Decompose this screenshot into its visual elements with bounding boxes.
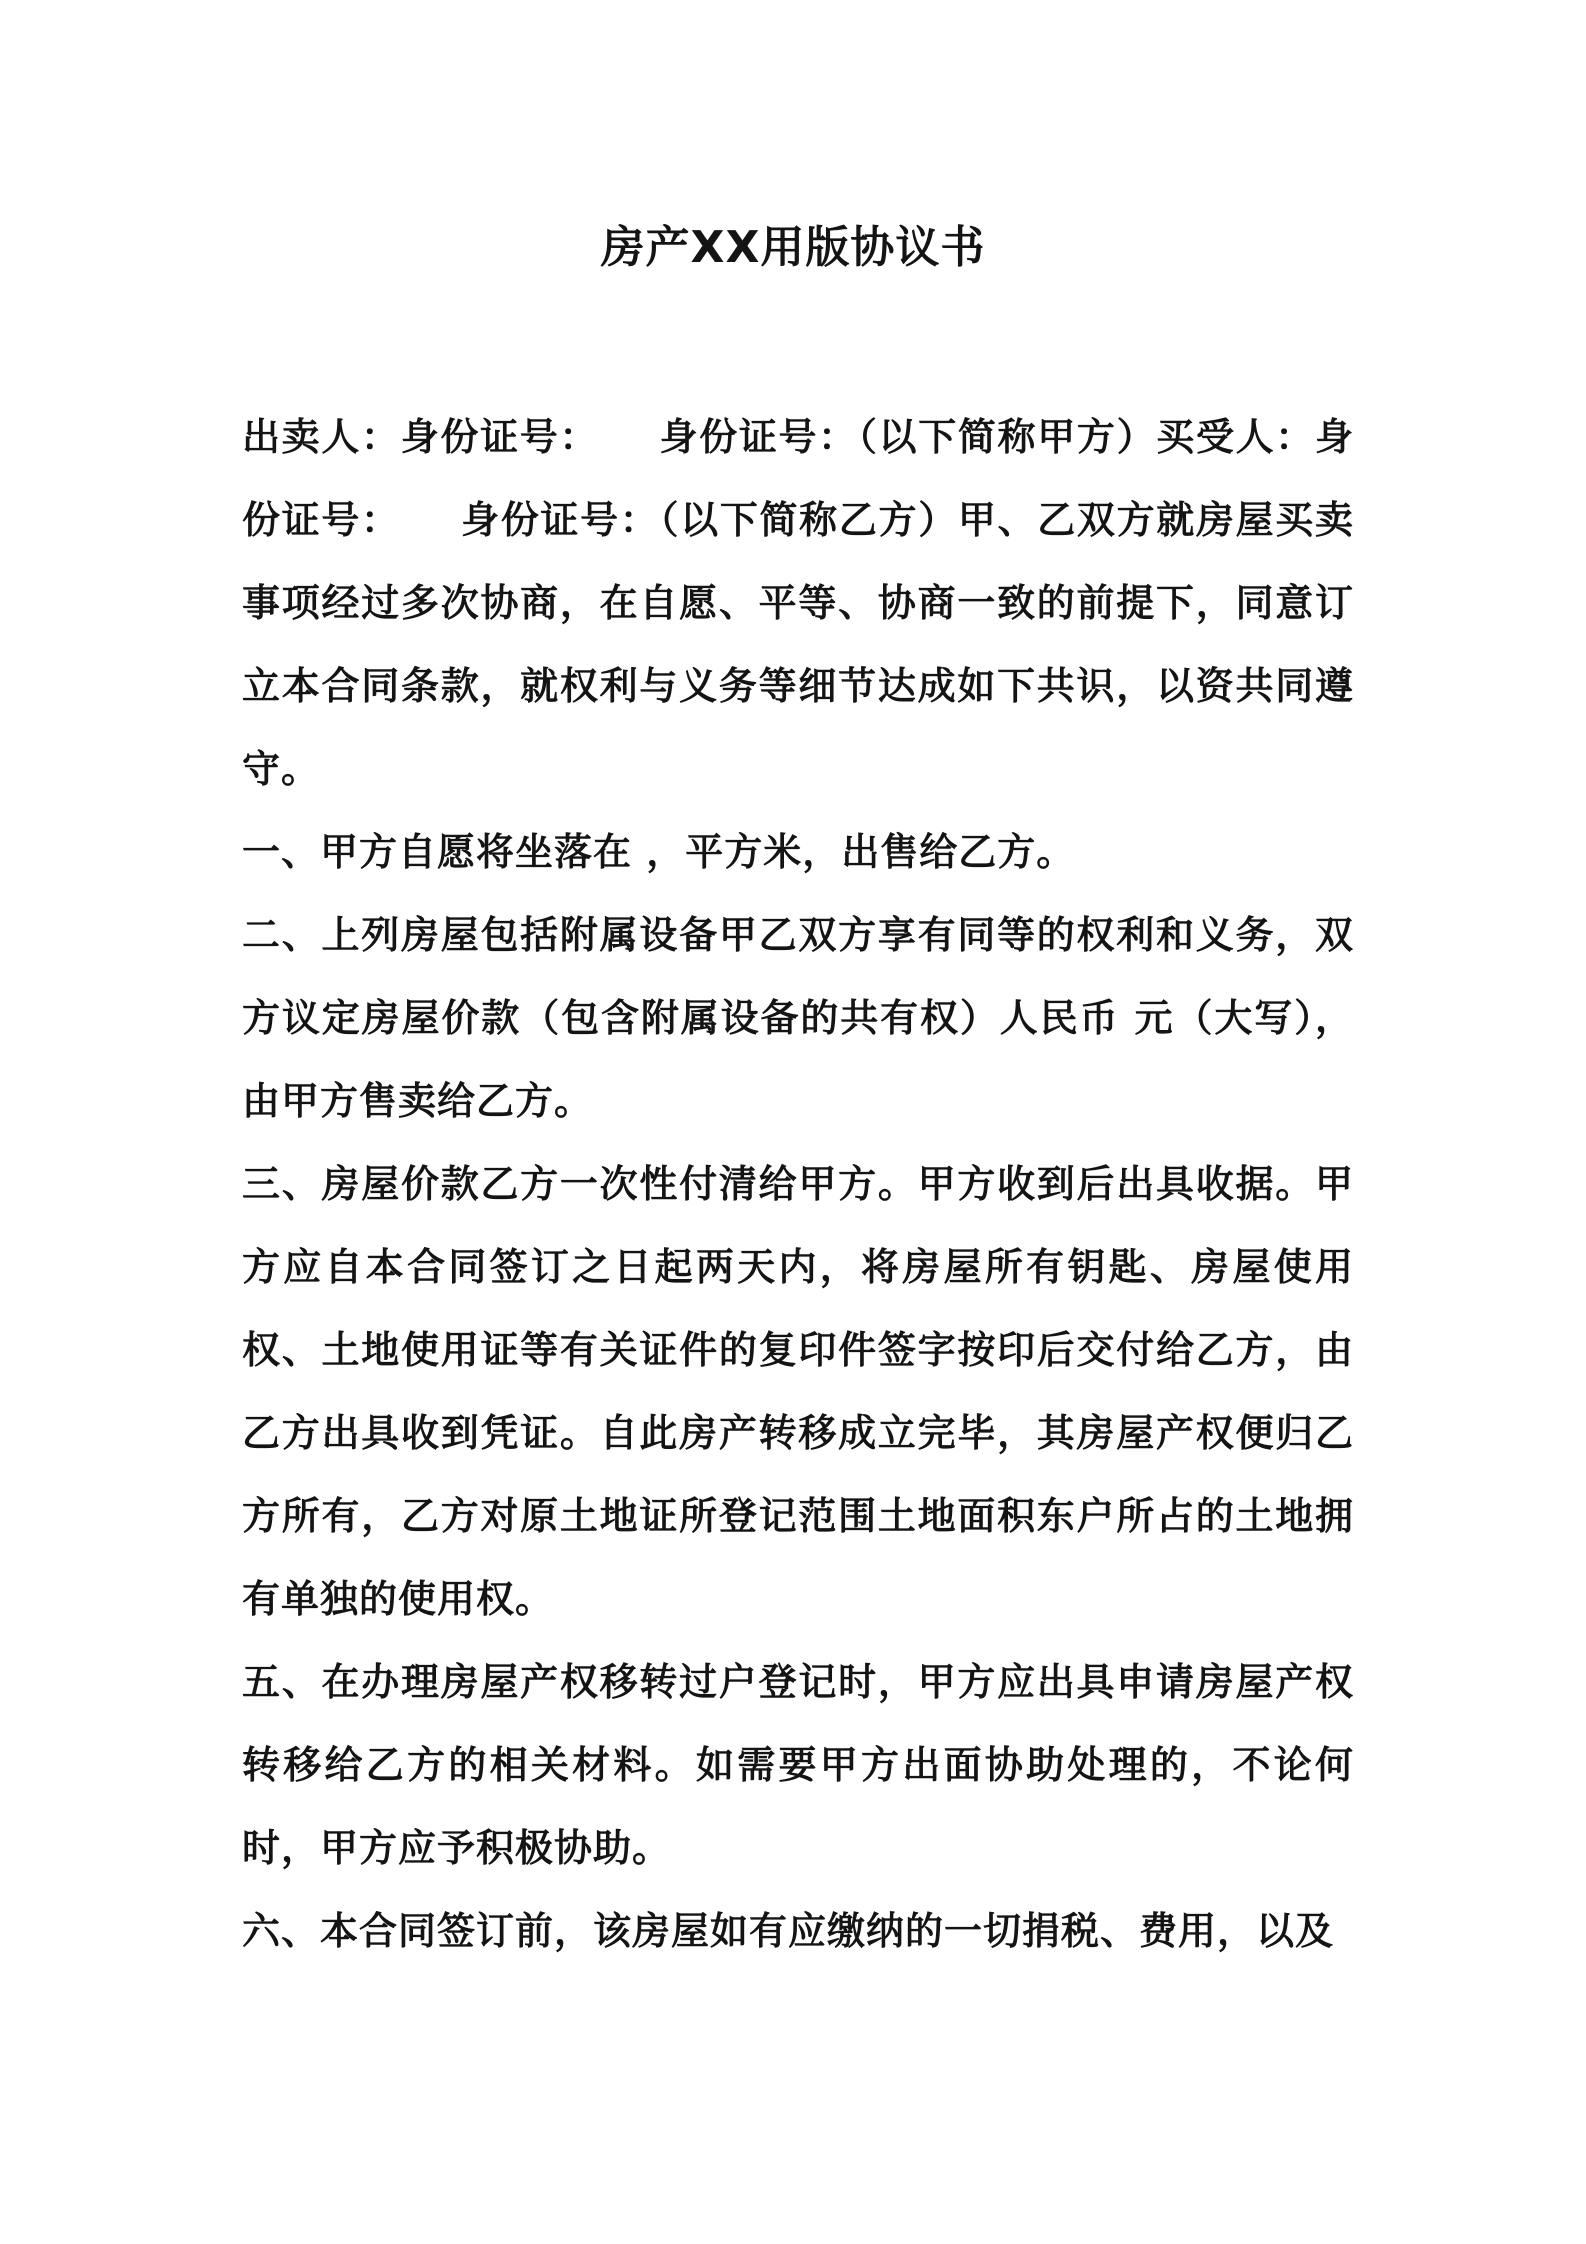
paragraph-clause-6: 六、本合同签订前，该房屋如有应缴纳的一切捐税、费用，以及	[242, 1909, 1335, 1953]
paragraph-clause-5: 五、在办理房屋产权移转过户登记时，甲方应出具申请房屋产权转移给乙方的相关材料。如需要甲方出面协助处理的，不论何时，甲方应予积极协助。	[242, 1660, 1354, 1870]
document-body	[242, 396, 1354, 1973]
paragraph-parties: 出卖人：身份证号： 身份证号：（以下简称甲方）买受人：身份证号： 身份证号：（以下简称乙方）甲、乙双方就房屋买卖事项经过多次协商，在自愿、平等、协商一致的前提下，同意订立本合同条款，就权利与义务等细节达成如下共识，以资共同遵守。	[242, 415, 1354, 791]
paragraph-clause-3: 三、房屋价款乙方一次性付清给甲方。甲方收到后出具收据。甲方应自本合同签订之日起两天内，将房屋所有钥匙、房屋使用权、土地使用证等有关证件的复印件签字按印后交付给乙方，由乙方出具收到凭证。自此房产转移成立完毕，其房屋产权便归乙方所有，乙方对原土地证所登记范围土地面积东户所占的土地拥有单独的使用权。	[242, 1162, 1354, 1621]
paragraph-clause-1: 一、甲方自愿将坐落在 ，平方米，出售给乙方。	[242, 830, 1076, 874]
document-title: 房产XX用版协议书	[600, 222, 986, 273]
paragraph-clause-2: 二、上列房屋包括附属设备甲乙双方享有同等的权利和义务，双方议定房屋价款（包含附属设备的共有权）人民币 元（大写），由甲方售卖给乙方。	[242, 913, 1354, 1123]
